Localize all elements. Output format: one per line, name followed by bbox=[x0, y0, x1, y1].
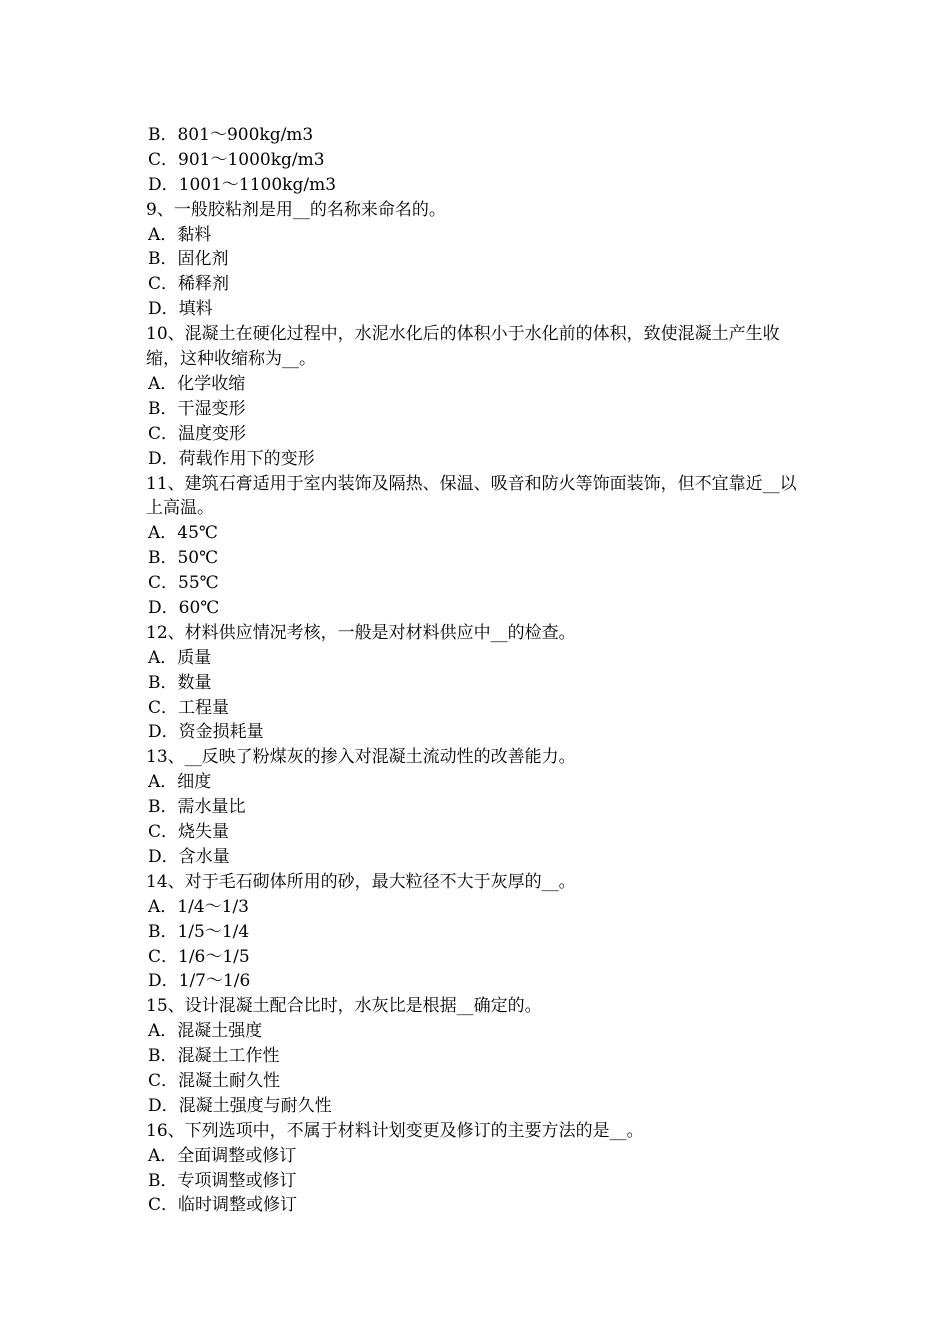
question-text: 10、混凝土在硬化过程中，水泥水化后的体积小于水化前的体积，致使混凝土产生收缩，这种收缩称为__。 bbox=[146, 324, 780, 370]
answer-option: B．专项调整或修订 bbox=[148, 1170, 297, 1191]
answer-option: B．1/5～1/4 bbox=[148, 921, 250, 942]
answer-option: D．含水量 bbox=[148, 846, 230, 867]
question-text: 15、设计混凝土配合比时，水灰比是根据__确定的。 bbox=[146, 996, 542, 1017]
answer-option: D．60℃ bbox=[148, 598, 220, 618]
answer-option: A．混凝土强度 bbox=[148, 1021, 263, 1042]
answer-option: D．1001～1100kg/m3 bbox=[148, 174, 337, 195]
answer-option: B．801～900kg/m3 bbox=[148, 125, 314, 145]
answer-option: A．化学收缩 bbox=[148, 373, 246, 394]
question-list bbox=[146, 123, 812, 1218]
answer-option: C．稀释剂 bbox=[148, 274, 230, 295]
answer-option: A．细度 bbox=[148, 772, 212, 793]
question-text: 13、__反映了粉煤灰的掺入对混凝土流动性的改善能力。 bbox=[146, 747, 576, 768]
answer-option: A．质量 bbox=[148, 647, 212, 668]
question-text: 9、一般胶粘剂是用__的名称来命名的。 bbox=[146, 199, 446, 220]
answer-option: A．全面调整或修订 bbox=[148, 1145, 297, 1166]
answer-option: B．需水量比 bbox=[148, 797, 246, 818]
question-text: 11、建筑石膏适用于室内装饰及隔热、保温、吸音和防火等饰面装饰，但不宜靠近__以上高温。 bbox=[146, 473, 797, 519]
question-text: 12、材料供应情况考核，一般是对材料供应中__的检查。 bbox=[146, 622, 576, 643]
answer-option: B．数量 bbox=[148, 672, 212, 693]
answer-option: B．固化剂 bbox=[148, 249, 229, 270]
answer-option: C．1/6～1/5 bbox=[148, 946, 250, 967]
answer-option: A．1/4～1/3 bbox=[148, 896, 249, 917]
answer-option: B．干湿变形 bbox=[148, 398, 246, 419]
answer-option: A．黏料 bbox=[148, 224, 212, 245]
question-text: 14、对于毛石砌体所用的砂，最大粒径不大于灰厚的__。 bbox=[146, 871, 576, 892]
answer-option: D．填料 bbox=[148, 299, 213, 320]
question-text: 16、下列选项中，不属于材料计划变更及修订的主要方法的是__。 bbox=[146, 1120, 644, 1141]
answer-option: B．混凝土工作性 bbox=[148, 1046, 280, 1067]
answer-option: D．资金损耗量 bbox=[148, 722, 264, 743]
answer-option: D．混凝土强度与耐久性 bbox=[148, 1095, 332, 1116]
answer-option: C．混凝土耐久性 bbox=[148, 1070, 281, 1091]
answer-option: B．50℃ bbox=[148, 548, 219, 569]
answer-option: C．工程量 bbox=[148, 697, 230, 718]
answer-option: C．55℃ bbox=[148, 573, 219, 594]
answer-option: C．烧失量 bbox=[148, 822, 230, 843]
answer-option: C．温度变形 bbox=[148, 423, 247, 444]
answer-option: C．临时调整或修订 bbox=[148, 1195, 298, 1216]
answer-option: D．荷载作用下的变形 bbox=[148, 448, 315, 469]
answer-option: A．45℃ bbox=[148, 523, 218, 544]
answer-option: D．1/7～1/6 bbox=[148, 971, 251, 992]
answer-option: C．901～1000kg/m3 bbox=[148, 149, 325, 170]
